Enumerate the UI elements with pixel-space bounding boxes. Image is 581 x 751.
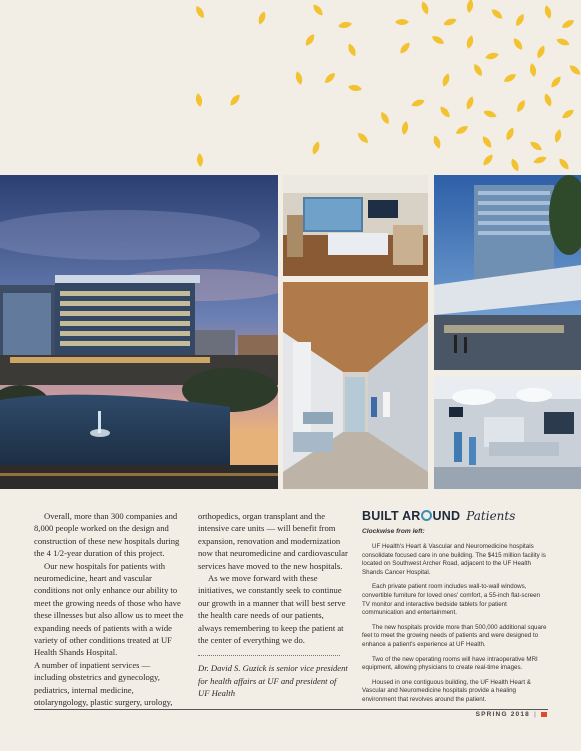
body-paragraph: orthopedics, organ transplant and the intensive care units — will benefit from expansion, renovation and modernization now that neuromedicine and cardiovascular services have moved to the new hospitals. (198, 511, 348, 571)
sidebar-title (362, 510, 548, 522)
body-paragraph: As we move forward with these initiatives, we constantly seek to continue our growth in a manner that will best serve the health care needs of our patients, always remembering to keep the patient at the center of everything we do. (198, 573, 346, 646)
page-folio (476, 711, 547, 718)
folio-issue: SPRING 2018 (475, 711, 530, 718)
sidebar-title-script: Patients (466, 509, 516, 523)
body-paragraph: A number of inpatient services — including obstetrics and gynecology, pediatrics, internal medicine, otolaryngology, plastic surgery, urology, (34, 659, 173, 708)
caption-item: The new hospitals provide more than 500,000 additional square feet to meet the growing needs of patients and were designed to enhance a patient's experience at UF Health. (362, 623, 547, 648)
caption-item: UF Health's Heart & Vascular and Neuromedicine hospitals consolidate focused care in one building. The $415 million facility is located on Southwest Archer Road, adjacent to the UF Health Shands Cancer Hospital. (362, 543, 546, 576)
caption-item: Two of the new operating rooms will have intraoperative MRI equipment, allowing physicians to create real-time images. (362, 655, 538, 672)
caption-item: Housed in one contiguous building, the UF Health Heart & Vascular and Neuromedicine hospitals provide a healing environment that revolves around the patient. (362, 678, 531, 703)
hospital-entrance-photo (434, 175, 581, 370)
caption-intro: Clockwise from left: (362, 528, 425, 536)
caption-list (362, 528, 548, 704)
body-column-1 (34, 510, 184, 709)
hospital-exterior-dusk-photo (0, 175, 278, 489)
body-paragraph: Overall, more than 300 companies and 8,000 people worked on the design and construction of these new hospitals during the 4 1/2-year duration of this project. (34, 511, 180, 559)
leaf-pattern-decoration (0, 0, 581, 175)
caption-item: Each private patient room includes wall-to-wall windows, convertible furniture for loved ones' comfort, a 55-inch flat-screen TV monitor and interactive bedside tablets for patient communication and entertainment. (362, 583, 540, 617)
patient-room-photo (283, 175, 428, 276)
body-column-2 (198, 510, 348, 700)
leaf-o-icon (421, 510, 432, 521)
author-byline: Dr. David S. Guzick is senior vice president for health affairs at UF and president of UF Health (198, 663, 348, 699)
sidebar-title-bold (362, 510, 460, 522)
footer-rule (34, 709, 548, 710)
sidebar-title-part1: BUILT AR (362, 509, 421, 523)
byline-divider (198, 655, 340, 656)
folio-mark-icon (541, 712, 547, 717)
folio-separator: | (533, 711, 537, 718)
sidebar-title-part2: UND (432, 509, 461, 523)
hospital-corridor-photo (283, 282, 428, 489)
photo-caption-sidebar (362, 510, 548, 711)
body-paragraph: Our new hospitals for patients with neuromedicine, heart and vascular conditions not only enhance our ability to meet the growing needs of those who have these illnesses but also allow us to meet the expanding needs of patients with a wide variety of other conditions treated at UF Health Shands Hospital. (34, 560, 184, 658)
operating-room-photo (434, 377, 581, 489)
